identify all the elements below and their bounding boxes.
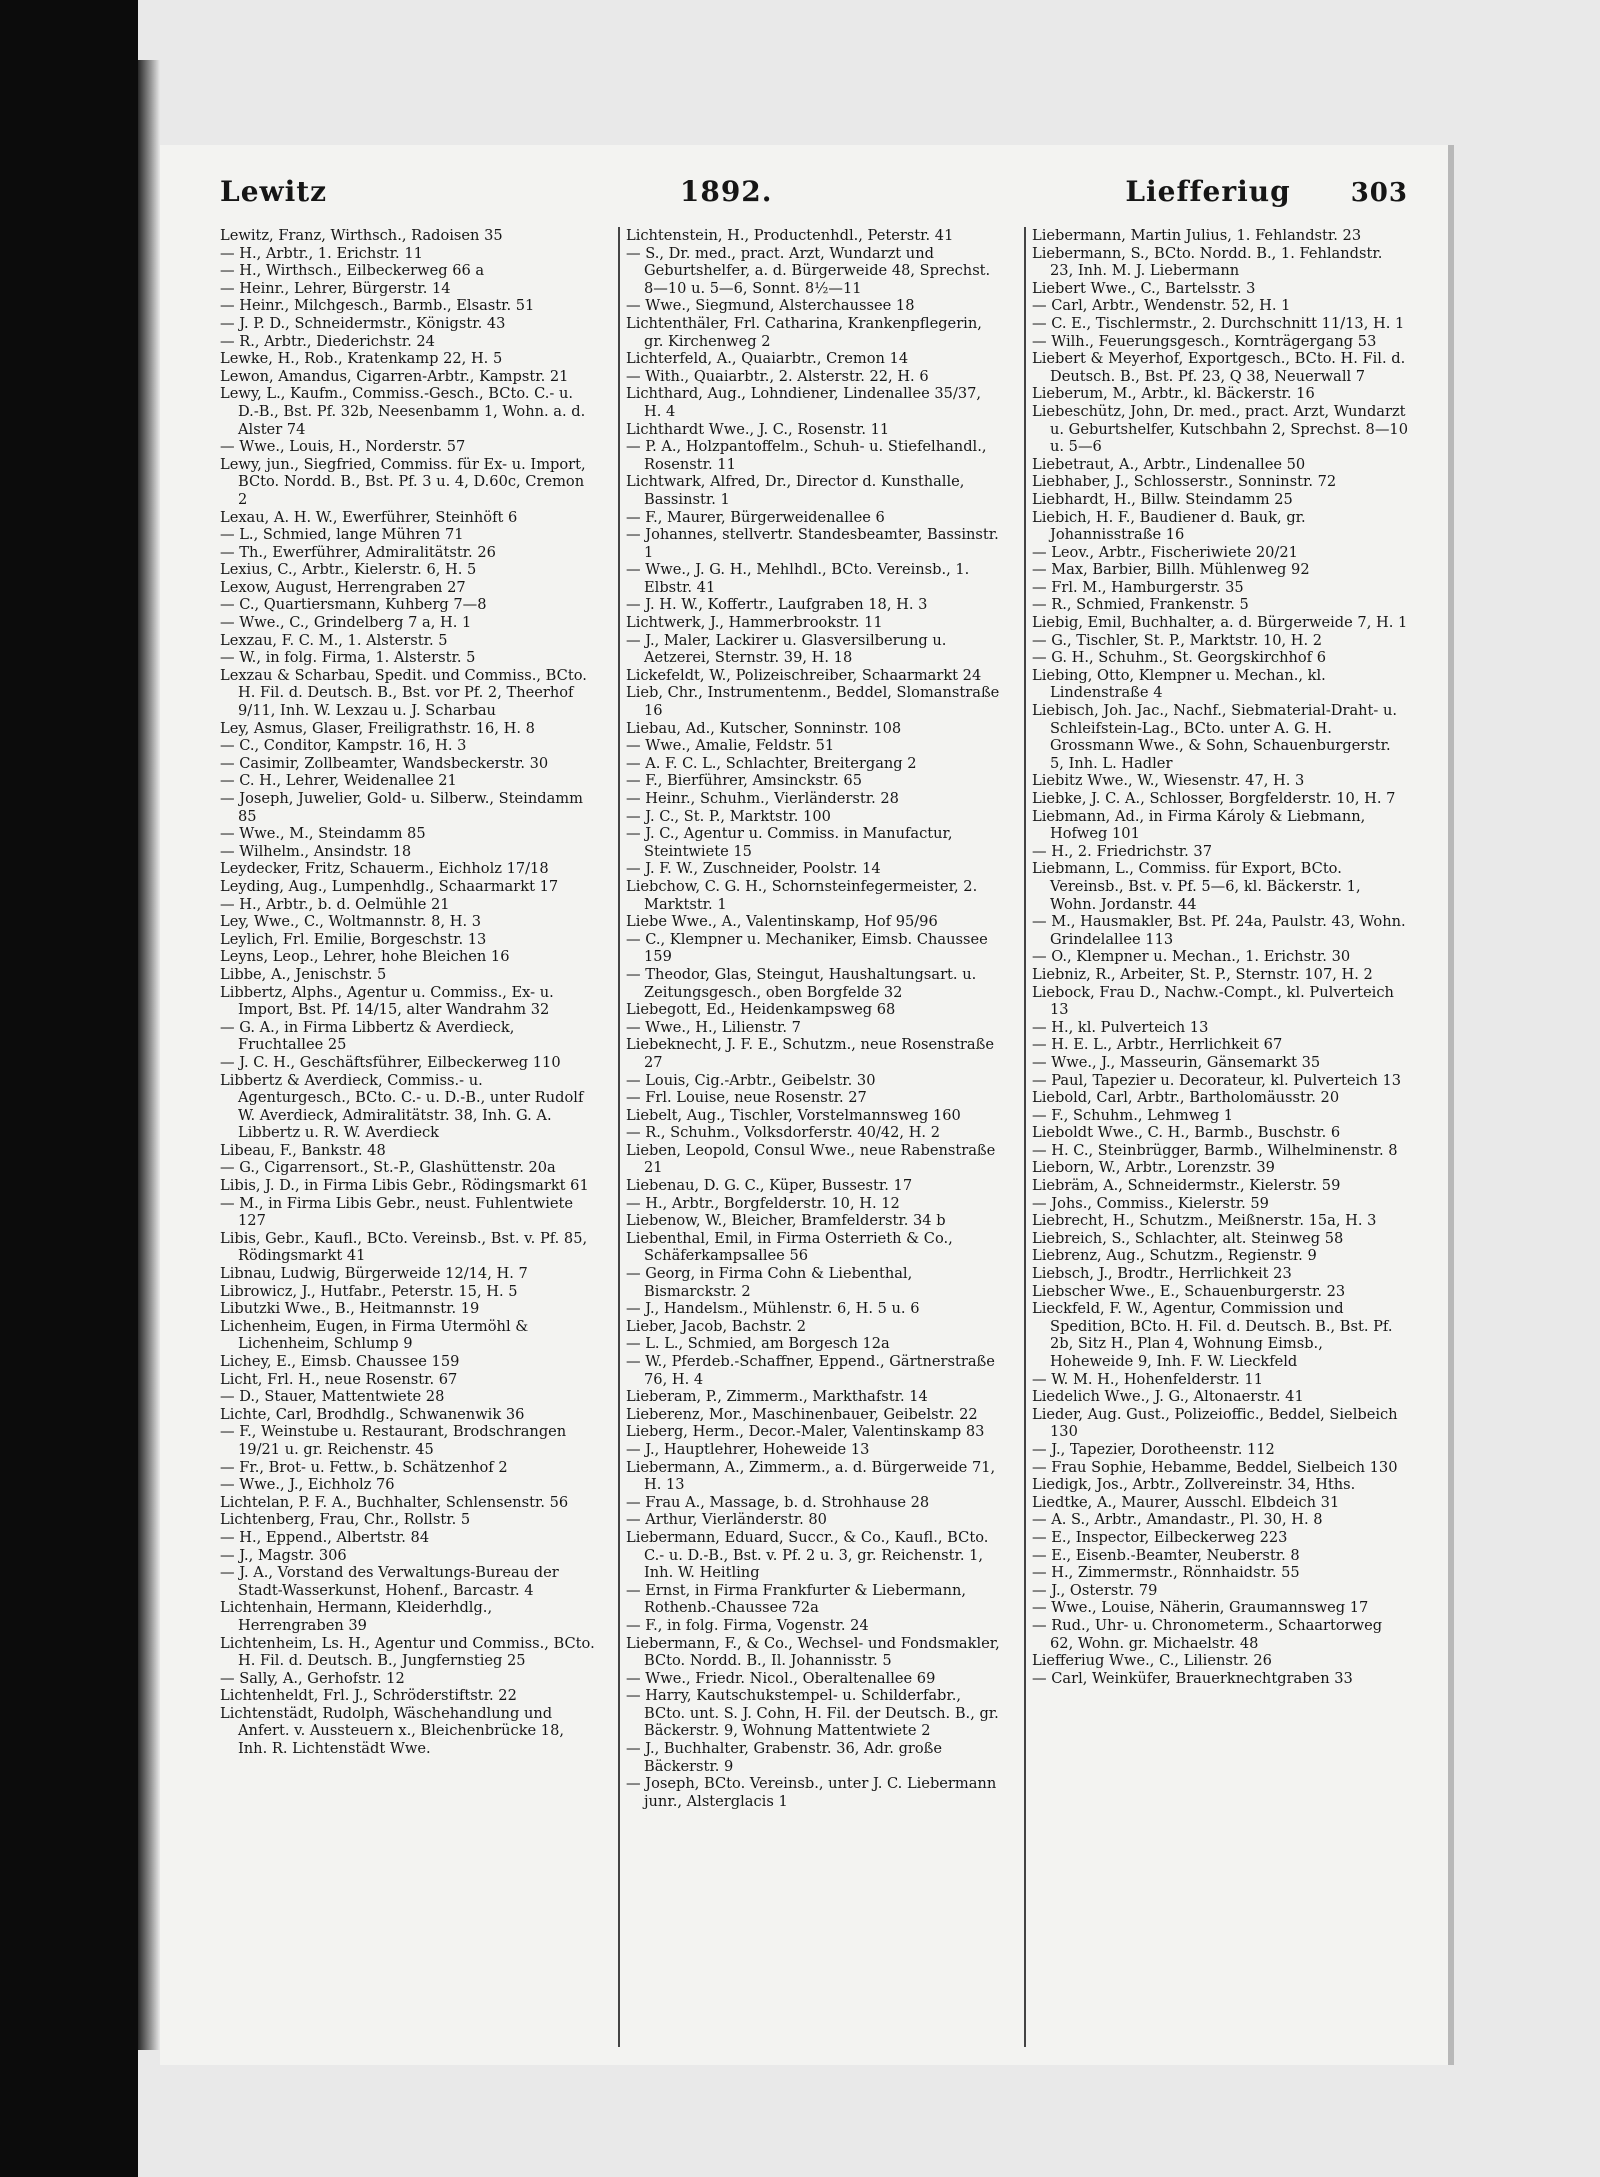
directory-entry: Lewy, L., Kaufm., Commiss.-Gesch., BCto. C.- u. D.-B., Bst. Pf. 32b, Neesenbamm 1, Wohn. a. d. Alster 74	[220, 385, 586, 438]
directory-entry: — H., Arbtr., Borgfelderstr. 10, H. 12	[626, 1194, 900, 1212]
directory-entry: — Fr., Brot- u. Fettw., b. Schätzenhof 2	[220, 1458, 508, 1476]
directory-entry: — Carl, Arbtr., Wendenstr. 52, H. 1	[1032, 297, 1291, 315]
directory-entry: Liebeknecht, J. F. E., Schutzm., neue Rosenstraße 27	[626, 1036, 994, 1071]
directory-entry: Lieben, Leopold, Consul Wwe., neue Rabenstraße 21	[626, 1141, 996, 1177]
directory-entry: — Wilh., Feuerungsgesch., Kornträgergang 53	[1032, 332, 1377, 350]
directory-entry: Liebisch, Joh. Jac., Nachf., Siebmaterial-Draht- u. Schleifstein-Lag., BCto. unter A. G. H. Grossmann Wwe., & Sohn, Schauenburgerstr. 5, Inh. L. Hadler	[1032, 702, 1398, 772]
directory-entry: — G. A., in Firma Libbertz & Averdieck, Fruchtallee 25	[220, 1018, 515, 1054]
directory-entry: — Paul, Tapezier u. Decorateur, kl. Pulverteich 13	[1032, 1071, 1402, 1089]
directory-entry: — Johs., Commiss., Kielerstr. 59	[1032, 1194, 1269, 1212]
directory-entry: Liebe Wwe., A., Valentinskamp, Hof 95/96	[626, 913, 938, 931]
directory-entry: — L., Schmied, lange Mühren 71	[220, 526, 464, 544]
directory-entry: Liebrecht, H., Schutzm., Meißnerstr. 15a, H. 3	[1032, 1212, 1377, 1230]
directory-entry: — Wwe., J., Eichholz 76	[220, 1476, 395, 1494]
directory-entry: — J. C. H., Geschäftsführer, Eilbeckerweg 110	[220, 1053, 561, 1071]
directory-entry: — Frau Sophie, Hebamme, Beddel, Sielbeich 130	[1032, 1458, 1398, 1476]
directory-entry: Liebitz Wwe., W., Wiesenstr. 47, H. 3	[1032, 772, 1305, 790]
directory-entry: — Heinr., Schuhm., Vierländerstr. 28	[626, 790, 899, 807]
directory-entry: Lexzau & Scharbau, Spedit. und Commiss., BCto. H. Fil. d. Deutsch. B., Bst. vor Pf. 2, Theerhof 9/11, Inh. W. Lexzau u. J. Scharbau	[220, 666, 587, 720]
directory-entry: — S., Dr. med., pract. Arzt, Wundarzt und Geburtshelfer, a. d. Bürgerweide 48, Sprechst. 8—10 u. 5—6, Sonnt. 8½—11	[626, 244, 991, 297]
directory-entry: — W., in folg. Firma, 1. Alsterstr. 5	[220, 649, 476, 667]
directory-entry: Lichthard, Aug., Lohndiener, Lindenallee 35/37, H. 4	[626, 385, 982, 420]
directory-entry: — Wwe., Louis, H., Norderstr. 57	[220, 438, 466, 456]
directory-entry: — G. H., Schuhm., St. Georgskirchhof 6	[1032, 649, 1327, 667]
directory-entry: — Leov., Arbtr., Fischeriwiete 20/21	[1032, 543, 1298, 561]
column-middle	[618, 227, 1002, 2047]
directory-entry: — J. P. D., Schneidermstr., Königstr. 43	[220, 314, 506, 332]
directory-entry: Lexzau, F. C. M., 1. Alsterstr. 5	[220, 631, 448, 649]
directory-entry: Liebscher Wwe., E., Schauenburgerstr. 23	[1032, 1282, 1346, 1300]
directory-entry: — R., Schmied, Frankenstr. 5	[1032, 596, 1249, 614]
directory-entry: — Wwe., Siegmund, Alsterchaussee 18	[626, 297, 915, 315]
directory-entry: — H., Arbtr., 1. Erichstr. 11	[220, 244, 423, 262]
directory-entry: Libis, J. D., in Firma Libis Gebr., Rödingsmarkt 61	[220, 1177, 589, 1195]
directory-entry: — E., Inspector, Eilbeckerweg 223	[1032, 1528, 1288, 1546]
directory-entry: — J., Buchhalter, Grabenstr. 36, Adr. große Bäckerstr. 9	[626, 1740, 943, 1775]
header-right	[1125, 175, 1408, 208]
directory-entry: — J. A., Vorstand des Verwaltungs-Bureau der Stadt-Wasserkunst, Hohenf., Barcastr. 4	[220, 1564, 559, 1599]
directory-entry: — Th., Ewerführer, Admiralitätstr. 26	[220, 543, 496, 561]
directory-entry: — H., Zimmermstr., Rönnhaidstr. 55	[1032, 1564, 1300, 1582]
directory-entry: — Wwe., Amalie, Feldstr. 51	[626, 737, 835, 755]
directory-entry: — Johannes, stellvertr. Standesbeamter, Bassinstr. 1	[626, 526, 999, 561]
directory-entry: — M., in Firma Libis Gebr., neust. Fuhlentwiete 127	[220, 1194, 574, 1230]
directory-entry: Liebau, Ad., Kutscher, Sonninstr. 108	[626, 719, 902, 737]
directory-entry: Libutzki Wwe., B., Heitmannstr. 19	[220, 1300, 480, 1318]
directory-entry: Libeau, F., Bankstr. 48	[220, 1141, 386, 1159]
directory-entry: — P. A., Holzpantoffelm., Schuh- u. Stiefelhandl., Rosenstr. 11	[626, 438, 987, 473]
directory-entry: Liebert & Meyerhof, Exportgesch., BCto. H. Fil. d. Deutsch. B., Bst. Pf. 23, Q 38, Neuerwall 7	[1032, 350, 1406, 385]
running-head	[220, 175, 1408, 219]
directory-entry: — Rud., Uhr- u. Chronometerm., Schaartorweg 62, Wohn. gr. Michaelstr. 48	[1032, 1616, 1383, 1652]
directory-entry: — Max, Barbier, Billh. Mühlenweg 92	[1032, 561, 1310, 579]
directory-entry: Liebermann, A., Zimmerm., a. d. Bürgerweide 71, H. 13	[626, 1458, 996, 1494]
directory-entry: — D., Stauer, Mattentwiete 28	[220, 1388, 445, 1406]
directory-entry: — Joseph, BCto. Vereinsb., unter J. C. Liebermann junr., Alsterglacis 1	[626, 1775, 997, 1810]
header-left-keyword: Lewitz	[220, 175, 328, 208]
directory-entry: Liebrenz, Aug., Schutzm., Regienstr. 9	[1032, 1247, 1317, 1265]
scan-gutter	[138, 60, 160, 2050]
directory-entry: Lexius, C., Arbtr., Kielerstr. 6, H. 5	[220, 561, 477, 579]
directory-entry: Librowicz, J., Hutfabr., Peterstr. 15, H. 5	[220, 1282, 518, 1300]
directory-entry: — C., Conditor, Kampstr. 16, H. 3	[220, 737, 467, 755]
directory-entry: Liebermann, Eduard, Succr., & Co., Kaufl., BCto. C.- u. D.-B., Bst. v. Pf. 2 u. 3, gr. Reichenstr. 1, Inh. W. Heitling	[626, 1528, 989, 1582]
directory-entry: Lichtenstädt, Rudolph, Wäschehandlung und Anfert. v. Aussteuern x., Bleichenbrücke 18, Inh. R. Lichtenstädt Wwe.	[220, 1704, 565, 1758]
directory-entry: Lichey, E., Eimsb. Chaussee 159	[220, 1353, 460, 1370]
directory-entry: Leydecker, Fritz, Schauerm., Eichholz 17/18	[220, 860, 549, 878]
directory-entry: Lieberum, M., Arbtr., kl. Bäckerstr. 16	[1032, 385, 1315, 403]
directory-entry: Lichtwark, Alfred, Dr., Director d. Kunsthalle, Bassinstr. 1	[626, 473, 965, 508]
directory-entry: Liebermann, F., & Co., Wechsel- und Fondsmakler, BCto. Nordd. B., Il. Johannisstr. 5	[626, 1634, 1000, 1670]
directory-entry: Liebmann, L., Commiss. für Export, BCto. Vereinsb., Bst. v. Pf. 5—6, kl. Bäckerstr. 1, Wohn. Jordanstr. 44	[1032, 860, 1361, 913]
directory-entry: — J., Hauptlehrer, Hoheweide 13	[626, 1440, 870, 1458]
directory-entry: — H., Arbtr., b. d. Oelmühle 21	[220, 895, 450, 913]
column-left	[220, 227, 596, 2047]
directory-entry: — Ernst, in Firma Frankfurter & Liebermann, Rothenb.-Chaussee 72a	[626, 1581, 967, 1617]
directory-entry: Lichtenheldt, Frl. J., Schröderstiftstr. 22	[220, 1687, 517, 1705]
directory-entry: — A. S., Arbtr., Amandastr., Pl. 30, H. 8	[1032, 1511, 1323, 1529]
directory-entry: — H., Eppend., Albertstr. 84	[220, 1528, 430, 1546]
directory-entry: — H., Wirthsch., Eilbeckerweg 66 a	[220, 262, 485, 280]
directory-entry: Liedtke, A., Maurer, Ausschl. Elbdeich 31	[1032, 1493, 1340, 1511]
scan-border	[0, 0, 138, 2177]
directory-entry: — Louis, Cig.-Arbtr., Geibelstr. 30	[626, 1071, 876, 1089]
directory-entry: Liebermann, Martin Julius, 1. Fehlandstr. 23	[1032, 227, 1362, 244]
directory-entry: — O., Klempner u. Mechan., 1. Erichstr. 30	[1032, 948, 1351, 966]
directory-entry: Liefferiug Wwe., C., Lilienstr. 26	[1032, 1652, 1272, 1670]
column-right	[1024, 227, 1408, 2047]
directory-entry: — Frau A., Massage, b. d. Strohhause 28	[626, 1493, 930, 1511]
directory-entry: — Heinr., Milchgesch., Barmb., Elsastr. 51	[220, 297, 535, 315]
page-number: 303	[1350, 178, 1408, 208]
directory-entry: Lewon, Amandus, Cigarren-Arbtr., Kampstr. 21	[220, 367, 569, 385]
directory-entry: Liebich, H. F., Baudiener d. Bauk, gr. Johannisstraße 16	[1032, 508, 1306, 544]
directory-entry: Leyding, Aug., Lumpenhdlg., Schaarmarkt 17	[220, 877, 559, 895]
directory-entry: — J. C., Agentur u. Commiss. in Manufactur, Steintwiete 15	[626, 825, 953, 860]
directory-entry: Liebig, Emil, Buchhalter, a. d. Bürgerweide 7, H. 1	[1032, 614, 1408, 632]
directory-entry: Liebenthal, Emil, in Firma Osterrieth & Co., Schäferkampsallee 56	[626, 1229, 953, 1265]
directory-entry: Lieberam, P., Zimmerm., Markthafstr. 14	[626, 1388, 928, 1406]
directory-entry: Lieberg, Herm., Decor.-Maler, Valentinskamp 83	[626, 1423, 985, 1441]
directory-columns	[220, 227, 1408, 2047]
directory-entry: Liebenow, W., Bleicher, Bramfelderstr. 34 b	[626, 1212, 946, 1230]
directory-entry: Liebing, Otto, Klempner u. Mechan., kl. Lindenstraße 4	[1032, 666, 1326, 702]
directory-entry: — Wwe., Friedr. Nicol., Oberaltenallee 69	[626, 1669, 936, 1687]
directory-entry: — Theodor, Glas, Steingut, Haushaltungsart. u. Zeitungsgesch., oben Borgfelde 32	[626, 965, 977, 1001]
directory-entry: Libbertz, Alphs., Agentur u. Commiss., Ex- u. Import, Bst. Pf. 14/15, alter Wandrahm 32	[220, 983, 554, 1019]
directory-entry: — H. C., Steinbrügger, Barmb., Wilhelminenstr. 8	[1032, 1141, 1398, 1159]
directory-entry: — Casimir, Zollbeamter, Wandsbeckerstr. 30	[220, 754, 549, 772]
directory-entry: — G., Cigarrensort., St.-P., Glashüttenstr. 20a	[220, 1159, 556, 1177]
directory-entry: — Arthur, Vierländerstr. 80	[626, 1511, 827, 1529]
directory-entry: — Joseph, Juwelier, Gold- u. Silberw., Steindamm 85	[220, 790, 583, 825]
directory-entry: Lichtenheim, Ls. H., Agentur und Commiss., BCto. H. Fil. d. Deutsch. B., Jungfernstieg 25	[220, 1634, 595, 1670]
directory-entry: — J. H. W., Koffertr., Laufgraben 18, H. 3	[626, 596, 928, 614]
directory-entry: Ley, Asmus, Glaser, Freiligrathstr. 16, H. 8	[220, 719, 535, 737]
directory-entry: Liebelt, Aug., Tischler, Vorstelmannsweg 160	[626, 1106, 961, 1124]
directory-entry: — A. F. C. L., Schlachter, Breitergang 2	[626, 754, 917, 772]
directory-entry: — Wwe., Louise, Näherin, Graumannsweg 17	[1032, 1599, 1369, 1617]
directory-entry: — Wwe., J., Masseurin, Gänsemarkt 35	[1032, 1053, 1321, 1071]
directory-entry: Lichtelan, P. F. A., Buchhalter, Schlensenstr. 56	[220, 1493, 569, 1511]
directory-entry: — C., Quartiersmann, Kuhberg 7—8	[220, 596, 487, 614]
directory-entry: — With., Quaiarbtr., 2. Alsterstr. 22, H. 6	[626, 367, 929, 385]
directory-entry: Leylich, Frl. Emilie, Borgeschstr. 13	[220, 930, 487, 948]
directory-entry: — F., Maurer, Bürgerweidenallee 6	[626, 508, 885, 526]
directory-entry: Liebermann, S., BCto. Nordd. B., 1. Fehlandstr. 23, Inh. M. J. Liebermann	[1032, 244, 1383, 280]
directory-entry: — C. H., Lehrer, Weidenallee 21	[220, 772, 457, 790]
directory-entry: — W. M. H., Hohenfelderstr. 11	[1032, 1370, 1264, 1388]
directory-entry: — G., Tischler, St. P., Marktstr. 10, H. 2	[1032, 631, 1323, 649]
directory-entry: — J., Tapezier, Dorotheenstr. 112	[1032, 1440, 1275, 1458]
directory-entry: Liebhaber, J., Schlosserstr., Sonninstr. 72	[1032, 473, 1337, 491]
header-year: 1892.	[679, 175, 773, 208]
directory-entry: Lichenheim, Eugen, in Firma Utermöhl & Lichenheim, Schlump 9	[220, 1317, 529, 1353]
directory-entry: — Georg, in Firma Cohn & Liebenthal, Bismarckstr. 2	[626, 1265, 913, 1300]
directory-entry: Leyns, Leop., Lehrer, hohe Bleichen 16	[220, 948, 510, 966]
directory-entry: Libis, Gebr., Kaufl., BCto. Vereinsb., Bst. v. Pf. 85, Rödingsmarkt 41	[220, 1229, 588, 1265]
directory-entry: Lexow, August, Herrengraben 27	[220, 578, 466, 596]
directory-entry: Lieberenz, Mor., Maschinenbauer, Geibelstr. 22	[626, 1405, 978, 1423]
directory-entry: Liebegott, Ed., Heidenkampsweg 68	[626, 1001, 896, 1019]
directory-entry: Liedigk, Jos., Arbtr., Zollvereinstr. 34, Hths.	[1032, 1476, 1356, 1494]
directory-entry: Lewy, jun., Siegfried, Commiss. für Ex- u. Import, BCto. Nordd. B., Bst. Pf. 3 u. 4, D.60c, Cremon 2	[220, 455, 586, 508]
directory-entry: Lichthardt Wwe., J. C., Rosenstr. 11	[626, 420, 890, 438]
directory-entry: Lickefeldt, W., Polizeischreiber, Schaarmarkt 24	[626, 666, 982, 684]
directory-entry: Liebräm, A., Schneidermstr., Kielerstr. 59	[1032, 1177, 1341, 1195]
directory-entry: — Wwe., J. G. H., Mehlhdl., BCto. Vereinsb., 1. Elbstr. 41	[626, 561, 970, 596]
directory-entry: Lichterfeld, A., Quaiarbtr., Cremon 14	[626, 350, 909, 368]
directory-entry: — J., Maler, Lackirer u. Glasversilberung u. Aetzerei, Sternstr. 39, H. 18	[626, 631, 947, 667]
directory-entry: Liebke, J. C. A., Schlosser, Borgfelderstr. 10, H. 7	[1032, 790, 1396, 807]
directory-entry: — L. L., Schmied, am Borgesch 12a	[626, 1335, 890, 1353]
directory-entry: — J. C., St. P., Marktstr. 100	[626, 807, 831, 825]
directory-entry: — H., kl. Pulverteich 13	[1032, 1018, 1209, 1036]
directory-entry: — Heinr., Lehrer, Bürgerstr. 14	[220, 279, 451, 297]
directory-entry: Lieckfeld, F. W., Agentur, Commission und Spedition, BCto. H. Fil. d. Deutsch. B., Bst. Pf. 2b, Sitz H., Plan 4, Wohnung Eimsb., Hoheweide 9, Inh. F. W. Lieckfeld	[1032, 1300, 1393, 1370]
directory-entry: — H. E. L., Arbtr., Herrlichkeit 67	[1032, 1036, 1283, 1054]
directory-entry: Liebniz, R., Arbeiter, St. P., Sternstr. 107, H. 2	[1032, 965, 1373, 983]
directory-page	[160, 145, 1448, 2065]
directory-entry: Lieder, Aug. Gust., Polizeioffic., Beddel, Sielbeich 130	[1032, 1405, 1398, 1441]
directory-entry: Liebhardt, H., Billw. Steindamm 25	[1032, 490, 1293, 508]
directory-entry: — M., Hausmakler, Bst. Pf. 24a, Paulstr. 43, Wohn. Grindelallee 113	[1032, 913, 1406, 948]
directory-entry: — F., Bierführer, Amsinckstr. 65	[626, 772, 862, 790]
directory-entry: Lichtenthäler, Frl. Catharina, Krankenpflegerin, gr. Kirchenweg 2	[626, 314, 982, 350]
directory-entry: Liebmann, Ad., in Firma Károly & Liebmann, Hofweg 101	[1032, 807, 1366, 843]
directory-entry: — Frl. Louise, neue Rosenstr. 27	[626, 1089, 867, 1107]
directory-entry: Liebock, Frau D., Nachw.-Compt., kl. Pulverteich 13	[1032, 983, 1394, 1019]
directory-entry: Lieb, Chr., Instrumentenm., Beddel, Slomanstraße 16	[626, 684, 1000, 720]
directory-entry: Lexau, A. H. W., Ewerführer, Steinhöft 6	[220, 508, 518, 526]
directory-entry: — C., Klempner u. Mechaniker, Eimsb. Chaussee 159	[626, 930, 988, 966]
directory-entry: — R., Schuhm., Volksdorferstr. 40/42, H. 2	[626, 1124, 940, 1142]
directory-entry: — F., Schuhm., Lehmweg 1	[1032, 1106, 1234, 1124]
directory-entry: Liebsch, J., Brodtr., Herrlichkeit 23	[1032, 1265, 1292, 1283]
directory-entry: Liebeschütz, John, Dr. med., pract. Arzt, Wundarzt u. Geburtshelfer, Kutschbahn 2, Sprechst. 8—10 u. 5—6	[1032, 402, 1408, 456]
directory-entry: — J., Osterstr. 79	[1032, 1581, 1158, 1599]
directory-entry: Lichtenhain, Hermann, Kleiderhdlg., Herrengraben 39	[220, 1599, 493, 1634]
directory-entry: — Wwe., M., Steindamm 85	[220, 825, 426, 843]
directory-entry: — Wwe., C., Grindelberg 7 a, H. 1	[220, 614, 472, 632]
directory-entry: Liebenau, D. G. C., Küper, Bussestr. 17	[626, 1177, 913, 1195]
header-right-keyword: Liefferiug	[1125, 175, 1291, 208]
directory-entry: Lichtenberg, Frau, Chr., Rollstr. 5	[220, 1511, 471, 1529]
directory-entry: Lieber, Jacob, Bachstr. 2	[626, 1317, 807, 1335]
directory-entry: Liebreich, S., Schlachter, alt. Steinweg 58	[1032, 1229, 1344, 1247]
directory-entry: — W., Pferdeb.-Schaffner, Eppend., Gärtnerstraße 76, H. 4	[626, 1353, 995, 1388]
directory-entry: Liebert Wwe., C., Bartelsstr. 3	[1032, 279, 1256, 297]
directory-entry: — R., Arbtr., Diederichstr. 24	[220, 332, 435, 350]
directory-entry: Lichtwerk, J., Hammerbrookstr. 11	[626, 614, 883, 632]
directory-entry: Lieboldt Wwe., C. H., Barmb., Buschstr. 6	[1032, 1124, 1341, 1142]
directory-entry: Ley, Wwe., C., Woltmannstr. 8, H. 3	[220, 913, 482, 931]
directory-entry: — C. E., Tischlermstr., 2. Durchschnitt 11/13, H. 1	[1032, 314, 1405, 332]
directory-entry: — Wilhelm., Ansindstr. 18	[220, 842, 412, 860]
directory-entry: Lieborn, W., Arbtr., Lorenzstr. 39	[1032, 1159, 1275, 1177]
directory-entry: — E., Eisenb.-Beamter, Neuberstr. 8	[1032, 1546, 1300, 1564]
directory-entry: Liebchow, C. G. H., Schornsteinfegermeister, 2. Marktstr. 1	[626, 877, 978, 913]
directory-entry: Liebetraut, A., Arbtr., Lindenallee 50	[1032, 455, 1306, 473]
directory-entry: — Harry, Kautschukstempel- u. Schilderfabr., BCto. unt. S. J. Cohn, H. Fil. der Deutsch. B., gr. Bäckerstr. 9, Wohnung Mattentwiete 2	[626, 1687, 999, 1740]
directory-entry: — F., Weinstube u. Restaurant, Brodschrangen 19/21 u. gr. Reichenstr. 45	[220, 1423, 567, 1458]
directory-entry: — Frl. M., Hamburgerstr. 35	[1032, 578, 1244, 596]
directory-entry: Libnau, Ludwig, Bürgerweide 12/14, H. 7	[220, 1265, 528, 1283]
page-edge	[1448, 145, 1454, 2065]
directory-entry: Libbe, A., Jenischstr. 5	[220, 965, 387, 983]
directory-entry: Libbertz & Averdieck, Commiss.- u. Agenturgesch., BCto. C.- u. D.-B., unter Rudolf W. Averdieck, Admiralitätstr. 38, Inh. G. A. Libbertz u. R. W. Averdieck	[220, 1071, 584, 1142]
directory-entry: Liebold, Carl, Arbtr., Bartholomäusstr. 20	[1032, 1089, 1340, 1107]
directory-entry: Lewitz, Franz, Wirthsch., Radoisen 35	[220, 227, 503, 244]
directory-entry: — J. F. W., Zuschneider, Poolstr. 14	[626, 860, 881, 878]
directory-entry: — Carl, Weinküfer, Brauerknechtgraben 33	[1032, 1669, 1353, 1687]
directory-entry: Lewke, H., Rob., Kratenkamp 22, H. 5	[220, 350, 503, 368]
directory-entry: Lichtenstein, H., Productenhdl., Peterstr. 41	[626, 227, 954, 244]
directory-entry: — J., Magstr. 306	[220, 1546, 347, 1564]
directory-entry: Liedelich Wwe., J. G., Altonaerstr. 41	[1032, 1388, 1304, 1406]
directory-entry: — Wwe., H., Lilienstr. 7	[626, 1018, 801, 1036]
directory-entry: — F., in folg. Firma, Vogenstr. 24	[626, 1616, 869, 1634]
directory-entry: Lichte, Carl, Brodhdlg., Schwanenwik 36	[220, 1405, 525, 1423]
directory-entry: Licht, Frl. H., neue Rosenstr. 67	[220, 1370, 458, 1388]
directory-entry: — H., 2. Friedrichstr. 37	[1032, 842, 1212, 860]
directory-entry: — Sally, A., Gerhofstr. 12	[220, 1669, 405, 1687]
directory-entry: — J., Handelsm., Mühlenstr. 6, H. 5 u. 6	[626, 1300, 920, 1318]
